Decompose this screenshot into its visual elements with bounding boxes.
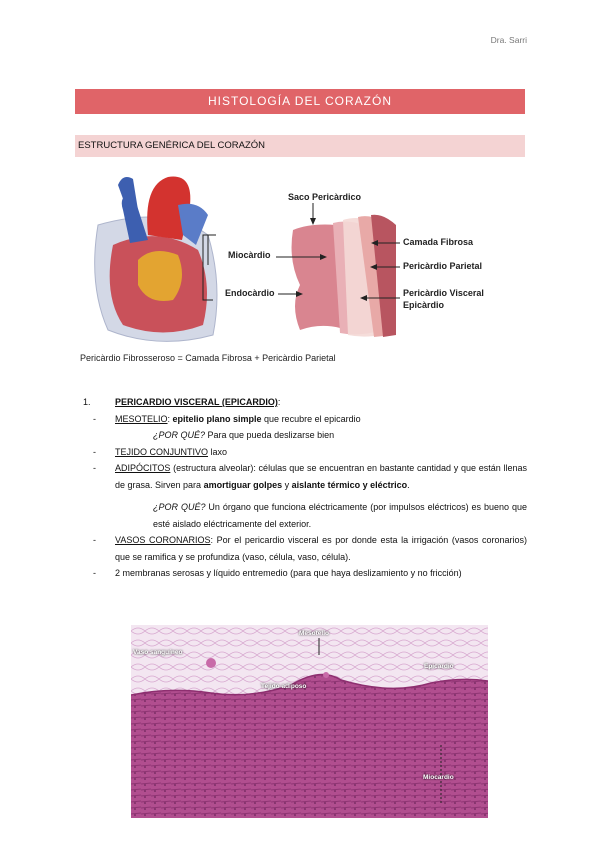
list-item-vasos: - VASOS CORONARIOS: Por el pericardio visceral es por donde esta la irrigación (vasos coronarios) que se ramifica y se profundiza (vaso, célula, vaso, célula). — [93, 535, 527, 562]
heading-pericardio-visceral: PERICARDIO VISCERAL (EPICARDIO) — [115, 397, 278, 407]
term-mesotelio: MESOTELIO — [115, 413, 168, 424]
text-vasos: : Por el pericardio visceral es por donde esta la irrigación (vasos coronarios) que se ramifica y se profundiza (vaso, célula, vaso, célula). — [115, 535, 527, 562]
label-miocardio: Miocàrdio — [228, 250, 271, 260]
text-mesotelio: que recubre el epicardio — [261, 413, 361, 424]
micrograph-image — [131, 625, 488, 818]
author-name: Dra. Sarri — [490, 35, 527, 45]
text-adipocitos-2: y — [282, 479, 292, 490]
question-adipocitos: ¿POR QUÉ? — [153, 502, 206, 512]
sep: : — [167, 413, 173, 424]
section-heading: ESTRUCTURA GENÉRICA DEL CORAZÓN — [75, 135, 525, 157]
label-endocardio: Endocàrdio — [225, 288, 275, 298]
term-tejido: TEJIDO CONJUNTIVO — [115, 446, 209, 457]
list-item-mesotelio: - MESOTELIO: epitelio plano simple que recubre el epicardio — [93, 413, 361, 424]
label-pericardio-visceral: Pericàrdio Visceral — [403, 288, 484, 298]
figure-caption: Pericàrdio Fibrosseroso = Camada Fibrosa + Pericàrdio Parietal — [80, 353, 336, 363]
label-camada-fibrosa: Camada Fibrosa — [403, 237, 474, 247]
note-mesotelio — [75, 427, 527, 444]
answer-mesotelio: Para que pueda deslizarse bien — [205, 430, 335, 440]
list-number: 1. — [83, 397, 91, 407]
bold-aislante: aislante térmico y eléctrico — [291, 479, 408, 490]
text-membranas: 2 membranas serosas y líquido entremedio (para que haya deslizamiento y no fricción) — [115, 568, 462, 578]
note-adipocitos — [75, 499, 527, 532]
heart-diagram — [78, 165, 528, 365]
micro-label-vasos: Vaso sanguíneo — [133, 649, 183, 656]
list-item-adipocitos: - ADIPÓCITOS (estructura alveolar): células que se encuentran en bastante cantidad y que están llenas de grasa. Sirven para amortiguar golpes y aislante térmico y eléctrico. — [93, 463, 527, 490]
label-pericardio-parietal: Pericàrdio Parietal — [403, 261, 483, 271]
list-item-membranas: - 2 membranas serosas y líquido entremedio (para que haya deslizamiento y no fricción) — [93, 568, 462, 578]
micro-label-epicardio: Epicardio — [424, 663, 454, 670]
micro-label-adiposo: Tejido adiposo — [261, 683, 307, 690]
label-saco-pericardico: Saco Pericàrdico — [288, 192, 362, 202]
term-vasos: VASOS CORONARIOS — [115, 535, 211, 545]
term-adipocitos: ADIPÓCITOS — [115, 463, 171, 473]
label-epicardio: Epicàrdio — [403, 300, 445, 310]
micro-label-miocardio: Miocardio — [423, 774, 454, 781]
bold-amortiguar: amortiguar golpes — [203, 479, 283, 490]
bold-epitelio: epitelio plano simple — [172, 413, 262, 424]
micro-label-mesotelio: Mesotelio — [299, 630, 329, 637]
question-mesotelio: ¿POR QUÉ? — [153, 430, 206, 440]
text-adipocitos-1: (estructura alveolar): células que se encuentran en bastante cantidad y que están llenas de grasa. Sirven para — [115, 463, 527, 490]
text-tejido: laxo — [208, 446, 228, 457]
histology-micrograph — [131, 625, 488, 818]
heading-colon: : — [277, 397, 281, 407]
answer-adipocitos: Un órgano que funciona eléctricamente (por impulsos eléctricos) es bueno que esté aislado eléctricamente del exterior. — [153, 502, 527, 529]
page-title: HISTOLOGÍA DEL CORAZÓN — [75, 89, 525, 114]
text-adipocitos-3: . — [407, 479, 410, 490]
section-content — [75, 394, 527, 582]
section1-heading — [75, 394, 527, 411]
list-item-tejido: - TEJIDO CONJUNTIVO laxo — [93, 446, 228, 457]
